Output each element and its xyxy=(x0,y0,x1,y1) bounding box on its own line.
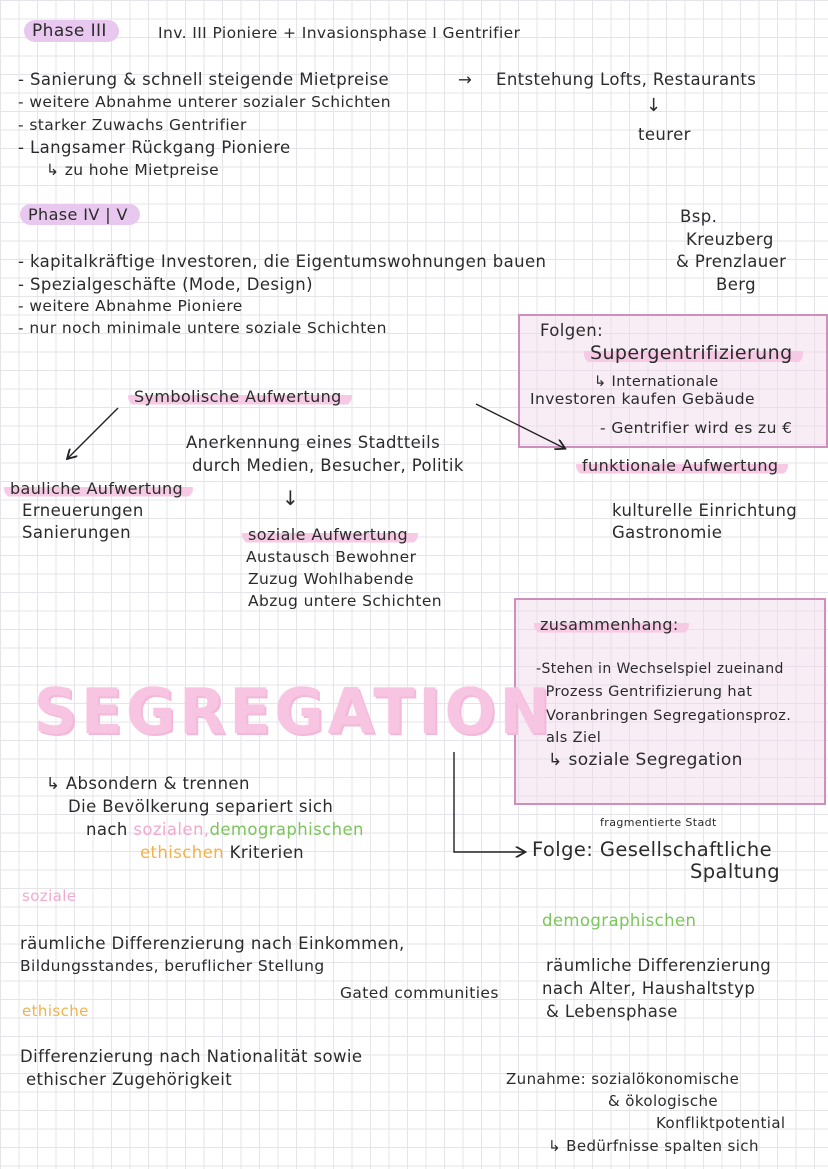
folgen-line: - Gentrifier wird es zu € xyxy=(600,419,793,437)
zusammenhang-result: ↳ soziale Segregation xyxy=(548,750,743,770)
phase45-item: - kapitalkräftige Investoren, die Eigentumswohnungen bauen xyxy=(18,252,547,271)
zusammenhang-line: -Prozess Gentrifizierung hat xyxy=(540,684,753,700)
folge-note: fragmentierte Stadt xyxy=(600,816,717,829)
phase3-item: - weitere Abnahme unterer sozialer Schichten xyxy=(18,93,391,111)
bauliche-item: Erneuerungen xyxy=(22,501,144,520)
segregation-desc: Die Bevölkerung separiert sich xyxy=(68,797,334,816)
folgen-line: Investoren kaufen Gebäude xyxy=(530,390,755,408)
demographische-line: räumliche Differenzierung xyxy=(546,956,772,975)
zunahme-line: Konfliktpotential xyxy=(656,1114,786,1132)
zunahme-line: Zunahme: sozialökonomische xyxy=(506,1070,740,1088)
funktionale-aufwertung: funktionale Aufwertung xyxy=(576,455,788,476)
zunahme-line: & ökologische xyxy=(608,1092,719,1110)
segregation-rest: Kriterien xyxy=(229,843,305,862)
segregation-desc-prefix: nach xyxy=(86,820,128,839)
segregation-title: SEGREGATION xyxy=(34,675,554,748)
phase3-title: Inv. III Pioniere + Invasionsphase I Gentrifier xyxy=(158,24,521,42)
symbolic-down-arrow: ↓ xyxy=(282,486,300,510)
phase3-teurer: teurer xyxy=(638,125,691,144)
ethische-label: ethische xyxy=(22,1002,89,1020)
folgen-line: ↳ Internationale xyxy=(594,374,719,390)
segregation-desc: ↳ Absondern & trennen xyxy=(46,774,250,793)
phase3-item: - Sanierung & schnell steigende Mietpreise xyxy=(18,70,390,89)
folge-line: Spaltung xyxy=(690,860,781,883)
folgen-heading: Supergentrifizierung xyxy=(584,340,803,366)
soziale-aufwertung: soziale Aufwertung xyxy=(242,524,418,545)
phase45-item: - Spezialgeschäfte (Mode, Design) xyxy=(18,275,313,294)
phase3-item: - Langsamer Rückgang Pioniere xyxy=(18,138,291,157)
symbolic-aufwertung: Symbolische Aufwertung xyxy=(128,386,352,407)
phase45-item: - nur noch minimale untere soziale Schichten xyxy=(18,319,387,337)
phase3-result: Entstehung Lofts, Restaurants xyxy=(496,70,757,89)
demographische-line: nach Alter, Haushaltstyp xyxy=(542,979,756,998)
example-line: Bsp. xyxy=(680,207,718,226)
zusammenhang-line: als Ziel xyxy=(546,730,602,746)
zusammenhang-title: zusammenhang: xyxy=(534,614,689,635)
demographische-line: & Lebensphase xyxy=(546,1002,678,1021)
example-line: Berg xyxy=(716,275,757,294)
soziale-label: soziale xyxy=(22,887,77,905)
symbolic-desc: durch Medien, Besucher, Politik xyxy=(192,456,464,475)
bauliche-item: Sanierungen xyxy=(22,523,131,542)
segregation-soz: sozialen, xyxy=(133,820,210,839)
symbolic-desc: Anerkennung eines Stadtteils xyxy=(186,433,441,452)
soziale-line: Bildungsstandes, beruflicher Stellung xyxy=(20,957,325,975)
folge-line: Folge: Gesellschaftliche xyxy=(532,838,772,861)
phase3-down-arrow: ↓ xyxy=(646,95,662,116)
ethische-line: Differenzierung nach Nationalität sowie xyxy=(20,1047,363,1066)
bauliche-aufwertung: bauliche Aufwertung xyxy=(4,478,193,499)
soziale-line: räumliche Differenzierung nach Einkommen, xyxy=(20,934,405,953)
soziale-aufwertung-item: Abzug untere Schichten xyxy=(248,592,442,610)
phase3-item: ↳ zu hohe Mietpreise xyxy=(46,161,220,179)
folgen-title: Folgen: xyxy=(540,321,604,340)
phase3-label: Phase III xyxy=(24,21,119,42)
segregation-eth: ethischen xyxy=(140,843,224,862)
phase45-label: Phase IV | V xyxy=(20,204,140,225)
soziale-aufwertung-item: Zuzug Wohlhabende xyxy=(248,570,414,588)
funktionale-item: kulturelle Einrichtung xyxy=(612,501,798,520)
arrow-to-bauliche xyxy=(68,408,118,458)
phase45-item: - weitere Abnahme Pioniere xyxy=(18,297,243,315)
arrow-to-folge xyxy=(454,752,524,852)
ethische-line: ethischer Zugehörigkeit xyxy=(26,1070,233,1089)
phase3-arrow: → xyxy=(458,70,473,89)
zusammenhang-line: -Stehen in Wechselspiel zueinand xyxy=(536,661,784,677)
segregation-demo: demographischen xyxy=(209,820,364,839)
demographische-label: demographischen xyxy=(542,911,697,930)
example-line: & Prenzlauer xyxy=(676,252,787,271)
funktionale-item: Gastronomie xyxy=(612,523,723,542)
arrow-to-funktionale xyxy=(476,404,564,448)
soziale-aufwertung-item: Austausch Bewohner xyxy=(246,548,417,566)
gated-communities: Gated communities xyxy=(340,984,499,1002)
phase3-item: - starker Zuwachs Gentrifier xyxy=(18,116,247,134)
zunahme-line: ↳ Bedürfnisse spalten sich xyxy=(548,1137,759,1155)
example-line: Kreuzberg xyxy=(686,230,774,249)
zusammenhang-line: Voranbringen Segregationsproz. xyxy=(546,708,792,724)
